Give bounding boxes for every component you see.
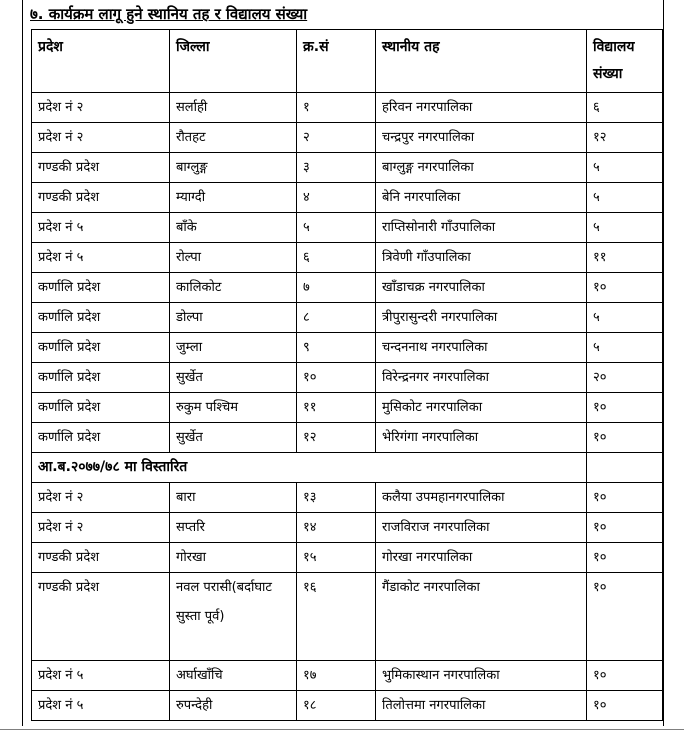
table-body-b [32,483,663,721]
district-cell: बारा [170,483,297,513]
district-cell: अर्घाखाँचि [170,661,297,691]
province-cell: गण्डकी प्रदेश [32,183,170,213]
province-cell: गण्डकी प्रदेश [32,543,170,573]
school-count-cell: ५ [587,213,663,243]
section-row [32,453,663,483]
table-row [32,513,663,543]
serial-cell: ५ [297,213,376,243]
local-level-cell: भेरिगंगा नगरपालिका [376,423,587,453]
province-cell: गण्डकी प्रदेश [32,153,170,183]
school-count-cell: १० [587,423,663,453]
section-body [32,453,663,483]
table-row [32,691,663,721]
serial-cell: ७ [297,273,376,303]
table-row [32,93,663,123]
district-cell: रोल्पा [170,243,297,273]
table-row [32,543,663,573]
table-row [32,123,663,153]
header-local-level: स्थानीय तह [376,30,587,93]
school-count-cell: ६ [587,93,663,123]
table-row [32,423,663,453]
serial-cell: १५ [297,543,376,573]
district-cell: रौतहट [170,123,297,153]
serial-cell: ६ [297,243,376,273]
table-row [32,393,663,423]
serial-cell: ४ [297,183,376,213]
province-cell: प्रदेश नं ५ [32,213,170,243]
serial-cell: १४ [297,513,376,543]
header-district: जिल्ला [170,30,297,93]
local-level-cell: खाँडाचक्र नगरपालिका [376,273,587,303]
local-level-cell: राजविराज नगरपालिका [376,513,587,543]
district-cell: डोल्पा [170,303,297,333]
table-row [32,303,663,333]
school-count-cell: ५ [587,183,663,213]
serial-cell: १६ [297,573,376,661]
school-count-cell: १२ [587,123,663,153]
district-cell: सुर्खेत [170,363,297,393]
school-count-cell: १० [587,513,663,543]
serial-cell: १ [297,93,376,123]
province-cell: कर्णालि प्रदेश [32,273,170,303]
serial-cell: ३ [297,153,376,183]
local-level-cell: हरिवन नगरपालिका [376,93,587,123]
school-count-cell: ५ [587,303,663,333]
header-school-count: विद्यालय संख्या [587,30,663,93]
district-cell: जुम्ला [170,333,297,363]
district-cell: बाग्लुङ्ग [170,153,297,183]
school-count-cell: ५ [587,333,663,363]
table-body-a [32,93,663,453]
province-cell: प्रदेश नं २ [32,483,170,513]
school-count-cell: १० [587,483,663,513]
table-row [32,363,663,393]
district-cell: बाँके [170,213,297,243]
school-count-cell: १० [587,691,663,721]
province-cell: प्रदेश नं २ [32,513,170,543]
table-row [32,243,663,273]
school-count-cell: ५ [587,153,663,183]
school-count-cell: १० [587,573,663,661]
local-level-cell: चन्द्रपुर नगरपालिका [376,123,587,153]
local-level-cell: मुसिकोट नगरपालिका [376,393,587,423]
local-level-cell: गैंडाकोट नगरपालिका [376,573,587,661]
local-level-cell: चन्दननाथ नगरपालिका [376,333,587,363]
province-cell: कर्णालि प्रदेश [32,363,170,393]
local-level-cell: तिलोत्तमा नगरपालिका [376,691,587,721]
province-cell: कर्णालि प्रदेश [32,423,170,453]
table-row [32,183,663,213]
district-cell: रुपन्देही [170,691,297,721]
table-row [32,333,663,363]
section-title: ७. कार्यक्रम लागू हुने स्थानिय तह र विद्यालय संख्या [30,5,308,23]
local-level-cell: बाग्लुङ्ग नगरपालिका [376,153,587,183]
section-empty-cell [587,453,663,483]
school-count-cell: १० [587,273,663,303]
local-level-cell: राप्तिसोनारी गाँउपालिका [376,213,587,243]
province-cell: प्रदेश नं २ [32,93,170,123]
table-row [32,273,663,303]
section-label: आ.ब.२०७७/७८ मा विस्तारित [32,453,587,483]
school-count-cell: १० [587,543,663,573]
serial-cell: १८ [297,691,376,721]
table-row [32,153,663,183]
province-cell: कर्णालि प्रदेश [32,393,170,423]
serial-cell: १० [297,363,376,393]
district-cell: सर्लाही [170,93,297,123]
province-cell: कर्णालि प्रदेश [32,333,170,363]
local-level-cell: गोरखा नगरपालिका [376,543,587,573]
province-cell: प्रदेश नं ५ [32,243,170,273]
district-cell: रुकुम पश्चिम [170,393,297,423]
local-level-cell: त्रिवेणी गाँउपालिका [376,243,587,273]
serial-cell: १३ [297,483,376,513]
province-cell: प्रदेश नं ५ [32,691,170,721]
district-cell: सप्तरि [170,513,297,543]
header-row [32,30,663,93]
district-cell: कालिकोट [170,273,297,303]
bottom-rule [0,729,684,730]
province-cell: गण्डकी प्रदेश [32,573,170,661]
school-count-cell: १० [587,661,663,691]
serial-cell: ९ [297,333,376,363]
local-level-cell: बेनि नगरपालिका [376,183,587,213]
school-count-cell: २० [587,363,663,393]
serial-cell: २ [297,123,376,153]
province-cell: प्रदेश नं २ [32,123,170,153]
school-count-cell: ११ [587,243,663,273]
district-cell: गोरखा [170,543,297,573]
local-level-cell: भुमिकास्थान नगरपालिका [376,661,587,691]
serial-cell: १२ [297,423,376,453]
serial-cell: ८ [297,303,376,333]
district-cell: सुर्खेत [170,423,297,453]
table-row [32,661,663,691]
school-count-cell: १० [587,393,663,423]
serial-cell: ११ [297,393,376,423]
header-serial: क्र.सं [297,30,376,93]
local-level-cell: विरेन्द्रनगर नगरपालिका [376,363,587,393]
province-cell: कर्णालि प्रदेश [32,303,170,333]
local-level-cell: त्रीपुरासुन्दरी नगरपालिका [376,303,587,333]
table-row [32,573,663,661]
header-province: प्रदेश [32,30,170,93]
serial-cell: १७ [297,661,376,691]
province-cell: प्रदेश नं ५ [32,661,170,691]
local-level-cell: कलैया उपमहानगरपालिका [376,483,587,513]
district-cell: नवल परासी(बर्दाघाट सुस्ता पूर्व) [170,573,297,661]
table-row [32,213,663,243]
school-table [31,29,663,721]
district-cell: म्याग्दी [170,183,297,213]
table-row [32,483,663,513]
